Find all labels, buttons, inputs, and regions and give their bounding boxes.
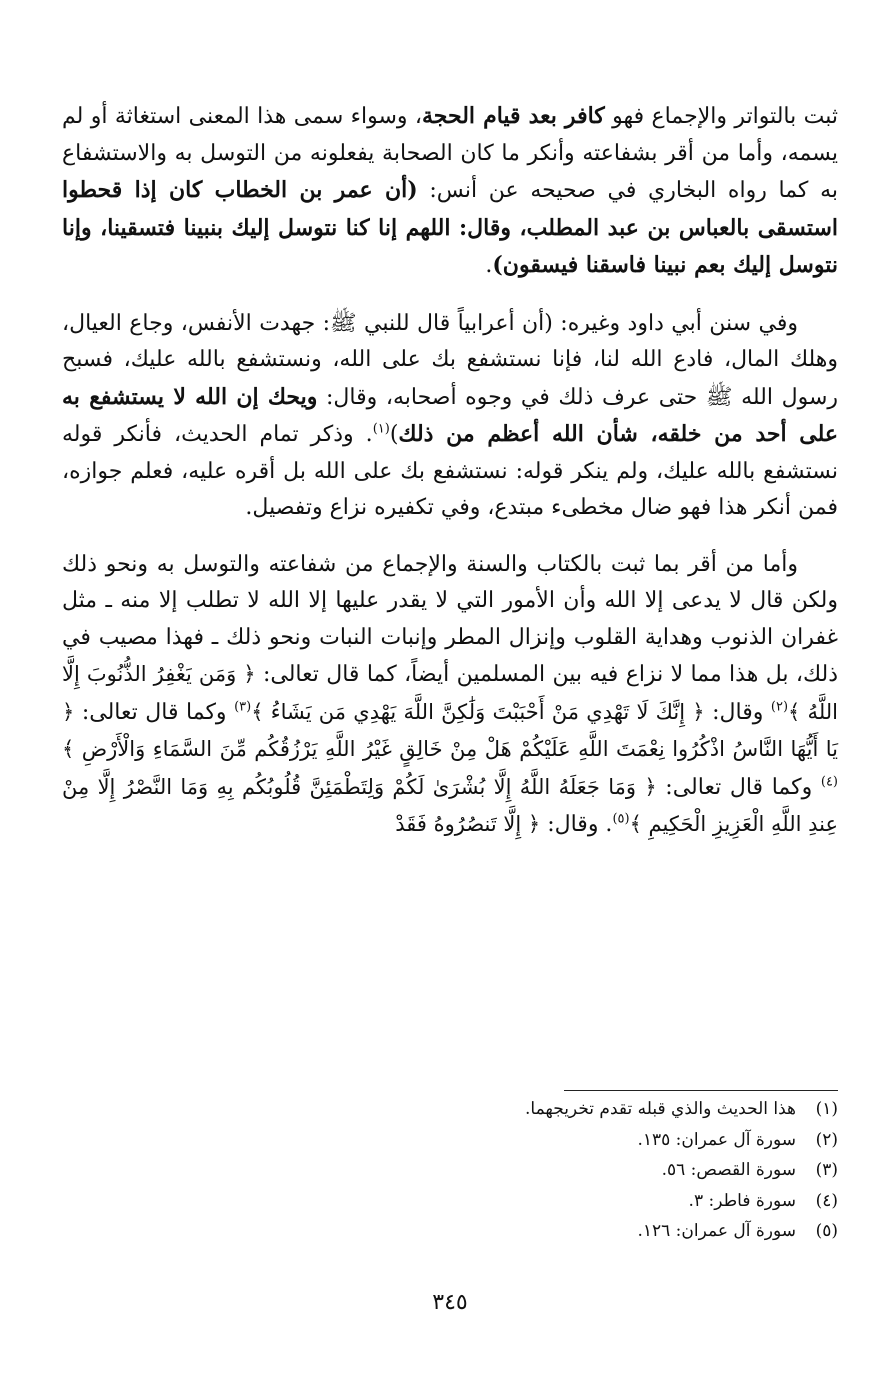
page-number: ٣٤٥: [432, 1290, 468, 1315]
footnote-marker-5[interactable]: (٥): [612, 811, 630, 827]
footnote-number: (١): [815, 1099, 838, 1119]
text-run: وأما من أقر بما ثبت بالكتاب والسنة والإجماع من شفاعته والتوسل به ونحو ذلك ولكن قال لا يدعى إلا الله وأن الأمور التي لا يقدر عليها إلا الله لا تطلب إلا منه ـ مثل غفران الذنوب وهداية القلوب وإنزال المطر وإنبات النبات ونحو ذلك ـ فهذا مصيب في ذلك، بل هذا مما لا نزاع فيه بين المسلمين أيضاً، كما قال تعالى:: [62, 551, 838, 687]
bold-quote: (أن عمر بن الخطاب كان إذا قحطوا استسقى بالعباس بن عبد المطلب، وقال: اللهم إنا كنا نتوسل إليك بنبينا فتسقينا، وإنا نتوسل إليك بعم نبينا فاسقنا فيسقون): [62, 177, 839, 278]
text-run: وقال:: [704, 699, 771, 725]
footnote-marker-1[interactable]: (١): [372, 421, 390, 437]
paragraph-2: [62, 306, 838, 527]
text-run: .: [485, 253, 493, 278]
footnote-item: [62, 1155, 838, 1186]
text-run: وكما قال تعالى:: [656, 774, 821, 800]
footnote-marker-2[interactable]: (٢): [770, 699, 789, 715]
footnote-number: (٥): [815, 1221, 838, 1241]
bold-run: ويحك إن الله لا يستشفع به على أحد من خلقه، شأن الله أعظم من ذلك: [62, 383, 839, 447]
text-run: وفي سنن أبي داود وغيره: (أن أعرابياً قال للنبي ﷺ: جهدت الأنفس، وجاع العيال، وهلك المال، فادع الله لنا، فإنا نستشفع بك على الله، ونستشفع بالله عليك، فسبح رسول الله ﷺ حتى عرف ذلك في وجوه أصحابه، وقال:: [62, 310, 839, 410]
footnote-number: (٤): [815, 1190, 838, 1211]
footnote-item: [62, 1125, 838, 1156]
bold-run: كافر بعد قيام الحجة: [422, 103, 605, 129]
book-page: [62, 98, 838, 1348]
text-run: ، وسواء سمى هذا المعنى استغاثة أو لم يسمه، وأما من أقر بشفاعته وأنكر ما كان الصحابة يفعلونه من التوسل به والاستشفاع به كما رواه البخاري في صحيحه عن أنس:: [62, 104, 838, 203]
paragraph-3-text: [62, 547, 838, 844]
footnotes-list: [62, 1094, 838, 1247]
paragraph-2-text: [62, 306, 838, 527]
paragraph-3: [62, 547, 838, 844]
quran-verse-2: ﴿ إِنَّكَ لَا تَهْدِي مَنْ أَحْبَبْتَ وَلَٰكِنَّ اللَّهَ يَهْدِي مَن يَشَاءُ ﴾: [251, 699, 705, 724]
text-run: ثبت بالتواتر والإجماع فهو: [604, 104, 839, 129]
paragraph-1-text: [62, 98, 838, 285]
footnote-text: سورة آل عمران: ١٢٦.: [637, 1221, 796, 1241]
footnote-text: هذا الحديث والذي قبله تقدم تخريجهما.: [524, 1099, 796, 1119]
footnote-text: سورة آل عمران: ١٣٥.: [637, 1129, 796, 1150]
quran-verse-3: ﴿ يَا أَيُّهَا النَّاسُ اذْكُرُوا نِعْمَتَ اللَّهِ عَلَيْكُمْ هَلْ مِنْ خَالِقٍ غَيْرُ اللَّهِ يَرْزُقُكُم مِّنَ السَّمَاءِ وَالْأَرْضِ ﴾: [62, 699, 838, 761]
footnote-number: (٢): [815, 1129, 838, 1150]
footnote-marker-4[interactable]: (٤): [820, 774, 838, 790]
footnote-separator: [564, 1090, 838, 1091]
quran-verse-1: ﴿ وَمَن يَغْفِرُ الذُّنُوبَ إِلَّا اللَّهُ ﴾: [62, 662, 838, 724]
paragraph-1: [62, 98, 838, 285]
footnote-item: [62, 1186, 838, 1217]
text-run: وكما قال تعالى:: [74, 699, 235, 725]
quran-verse-4: ﴿ وَمَا جَعَلَهُ اللَّهُ إِلَّا بُشْرَىٰ لَكُمْ وَلِتَطْمَئِنَّ قُلُوبُكُم بِهِ وَمَا النَّصْرُ إِلَّا مِنْ عِندِ اللَّهِ الْعَزِيزِ الْحَكِيمِ ﴾: [62, 774, 838, 836]
footnote-item: [62, 1094, 838, 1125]
text-run: ): [389, 422, 399, 447]
text-run: . وذكر تمام الحديث، فأنكر قوله نستشفع بالله عليك، ولم ينكر قوله: نستشفع بك على الله بل أقره عليه، فعلم جوازه، فمن أنكر هذا فهو ضال مخطىء مبتدع، وفي تكفيره نزاع وتفصيل.: [62, 422, 838, 520]
text-run: . وقال:: [540, 812, 613, 837]
quran-verse-5: ﴿ إِلَّا تَنصُرُوهُ فَقَدْ: [395, 812, 541, 836]
footnote-number: (٣): [815, 1160, 838, 1180]
footnote-text: سورة القصص: ٥٦.: [661, 1160, 796, 1180]
footnote-text: سورة فاطر: ٣.: [688, 1190, 796, 1211]
footnote-item: [62, 1216, 838, 1247]
footnote-marker-3[interactable]: (٣): [234, 699, 252, 715]
